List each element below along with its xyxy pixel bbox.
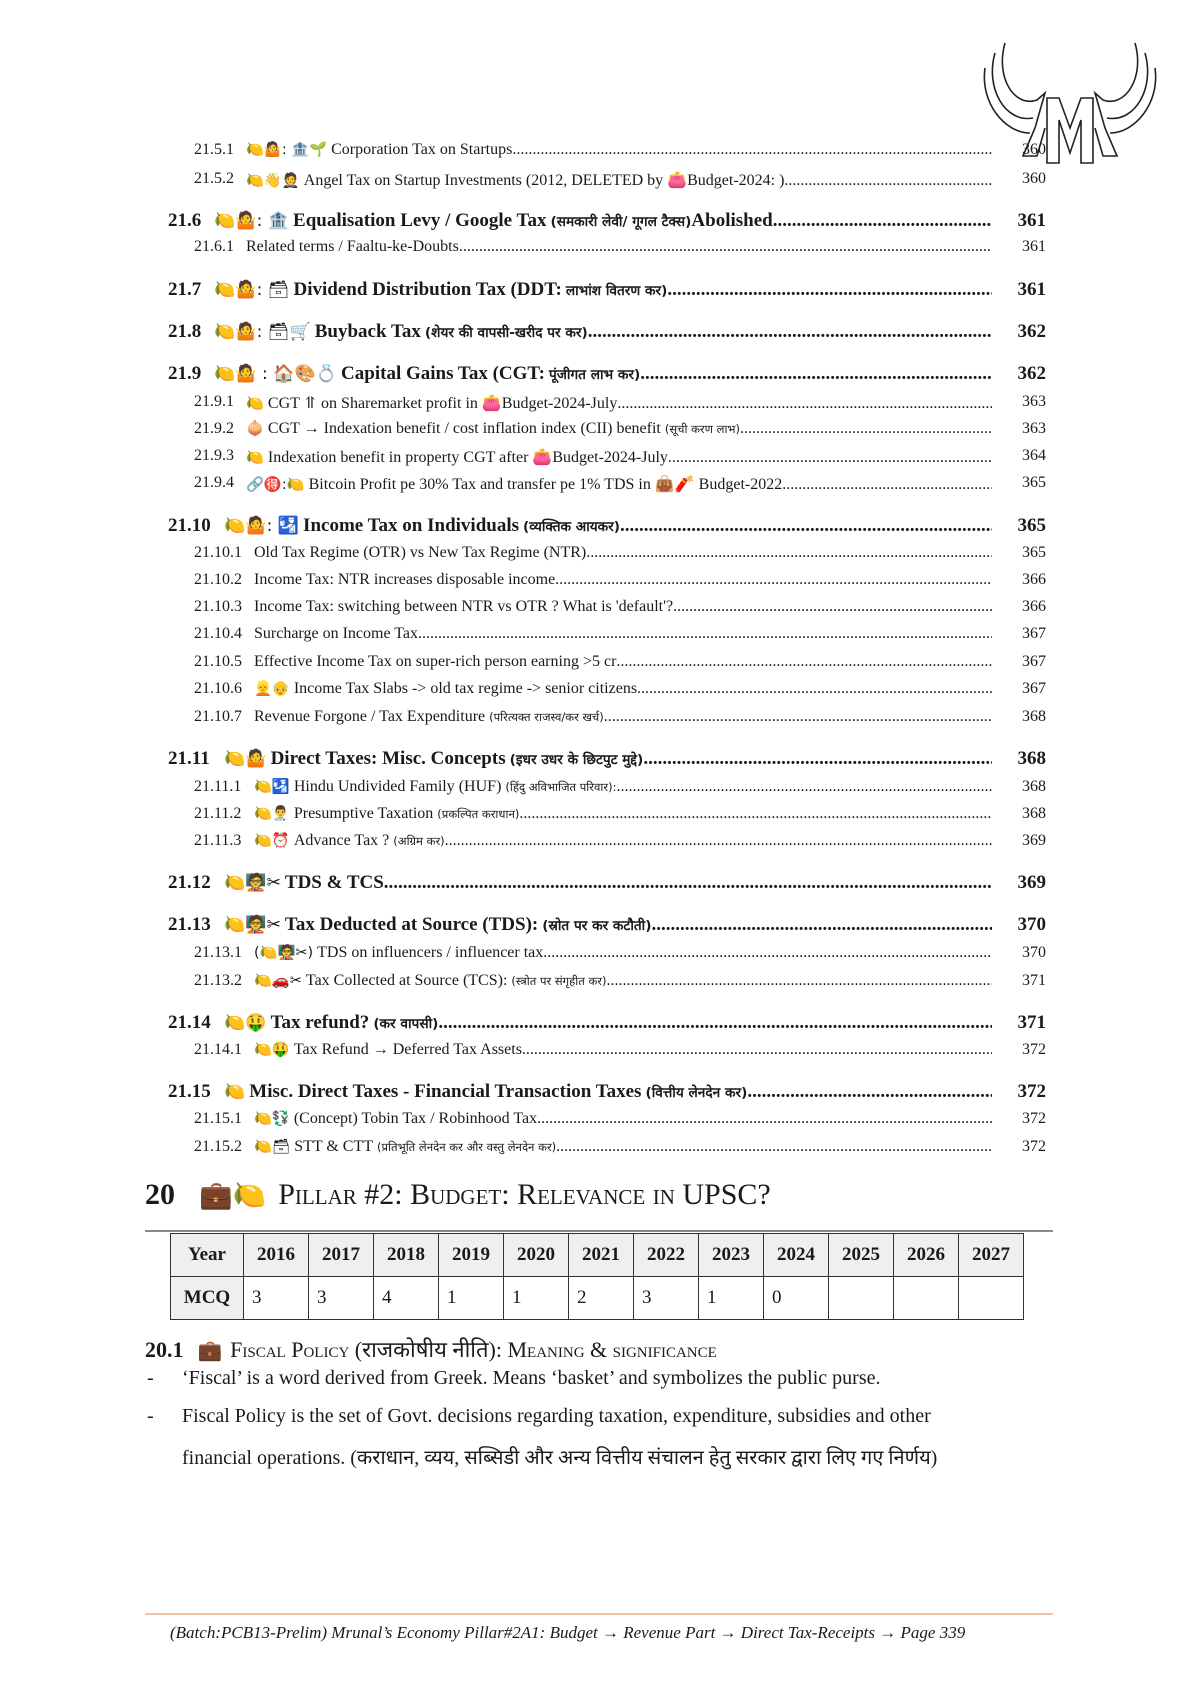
toc-entry-line <box>214 279 992 301</box>
toc-entry[interactable] <box>0 1081 1190 1107</box>
toc-entry-number: 21.10.5 <box>194 653 242 671</box>
table-header-year: 2021 <box>569 1234 634 1277</box>
table-cell-mcq-count: 3 <box>309 1277 374 1320</box>
toc-entry-number: 21.6.1 <box>194 237 234 255</box>
toc-entry-page: 369 <box>1017 871 1046 893</box>
toc-entry-page: 361 <box>1017 279 1046 301</box>
section-title: Fiscal Policy (राजकोषीय नीति): Meaning & significance <box>230 1337 717 1362</box>
toc-entry[interactable] <box>0 279 1190 305</box>
toc-entry-page: 372 <box>1022 1040 1046 1058</box>
toc-entry[interactable] <box>0 238 1190 264</box>
toc-entry-title: Income Tax: switching between NTR vs OTR ? What is 'default'? <box>254 598 674 616</box>
toc-entry-line <box>246 474 992 494</box>
toc-entry-line <box>246 420 992 438</box>
table-header-label: Year <box>171 1234 244 1277</box>
toc-entry-line <box>254 805 992 823</box>
mcq-table-header-row <box>171 1234 1024 1277</box>
toc-entry[interactable] <box>0 447 1190 473</box>
toc-leader-dots <box>640 363 992 385</box>
toc-entry-emoji-icons: 🍋⏰ <box>254 832 290 849</box>
toc-entry-line <box>254 972 992 990</box>
toc-leader-dots <box>643 748 992 770</box>
toc-entry-hindi: (प्रतिभूति लेनदेन कर और वस्तु लेनदेन कर) <box>377 1140 557 1155</box>
toc-leader-dots <box>651 914 992 936</box>
toc-entry-page: 368 <box>1022 707 1046 725</box>
toc-entry[interactable] <box>0 571 1190 597</box>
table-header-year: 2018 <box>374 1234 439 1277</box>
toc-entry-number: 21.9.2 <box>194 419 234 437</box>
toc-entry-number: 21.15 <box>168 1080 211 1102</box>
toc-entry-title: Tax Deducted at Source (TDS): <box>284 914 539 936</box>
toc-entry-emoji-icons: 🍋🤷: 🗃🛒 <box>214 322 311 343</box>
toc-entry-title: Advance Tax ? <box>293 831 390 849</box>
toc-entry-title: Income Tax: NTR increases disposable income <box>254 571 556 589</box>
toc-entry-number: 21.9.4 <box>194 473 234 491</box>
chapter-heading <box>145 1178 771 1212</box>
toc-entry-page: 366 <box>1022 571 1046 589</box>
toc-entry[interactable] <box>0 515 1190 541</box>
toc-entry-line <box>254 1110 992 1128</box>
toc-leader-dots <box>620 515 992 537</box>
table-header-year: 2023 <box>699 1234 764 1277</box>
table-header-year: 2027 <box>959 1234 1024 1277</box>
toc-leader-dots <box>512 141 992 159</box>
toc-entry-line <box>214 321 992 343</box>
footer-rule <box>145 1613 1053 1615</box>
toc-entry-page: 366 <box>1022 598 1046 616</box>
toc-entry-page: 368 <box>1017 747 1046 769</box>
toc-entry-emoji-icons: 🍋🧑‍🏫✂ <box>224 872 281 893</box>
chapter-title: Pillar #2: Budget: Relevance in UPSC? <box>278 1178 771 1211</box>
table-header-year: 2022 <box>634 1234 699 1277</box>
table-cell-mcq-count: 0 <box>764 1277 829 1320</box>
toc-entry-emoji-icons: 🍋🤑 <box>254 1041 290 1058</box>
toc-entry-title: Direct Taxes: Misc. Concepts <box>270 747 506 769</box>
toc-entry-line <box>246 238 992 256</box>
toc-leader-dots <box>667 279 992 301</box>
toc-entry[interactable] <box>0 872 1190 898</box>
toc-entry-page: 367 <box>1022 653 1046 671</box>
toc-entry-page: 370 <box>1017 914 1046 936</box>
toc-leader-dots <box>556 1138 992 1156</box>
toc-entry-line <box>224 1081 992 1103</box>
toc-entry-page: 372 <box>1022 1110 1046 1128</box>
toc-entry-title: Dividend Distribution Tax (DDT: <box>293 279 562 301</box>
toc-entry-hindi: (व्यक्तिक आयकर) <box>523 518 621 535</box>
toc-entry-line <box>224 748 992 770</box>
toc-entry-line <box>254 944 992 962</box>
toc-entry[interactable] <box>0 832 1190 858</box>
toc-entry-page: 361 <box>1017 209 1046 231</box>
table-cell-mcq-count: 1 <box>504 1277 569 1320</box>
table-header-year: 2026 <box>894 1234 959 1277</box>
toc-entry-line <box>254 598 992 616</box>
toc-entry-page: 360 <box>1022 140 1046 158</box>
toc-entry-emoji-icons: 🍋🤷 : 🏠🎨💍 <box>214 364 338 385</box>
toc-entry-line <box>254 1138 992 1156</box>
table-header-year: 2017 <box>309 1234 374 1277</box>
toc-entry-line <box>254 653 992 671</box>
toc-entry-title: (Concept) Tobin Tax / Robinhood Tax <box>293 1110 538 1128</box>
section-number: 20.1 <box>145 1337 184 1362</box>
toc-leader-dots <box>543 944 992 962</box>
heading-rule <box>145 1230 1053 1232</box>
toc-leader-dots <box>459 238 992 256</box>
toc-leader-dots <box>537 1110 992 1128</box>
toc-entry-emoji-icons: 🍋 <box>224 1081 246 1102</box>
toc-entry-hindi: (हिंदु अविभाजित परिवार): <box>505 779 617 794</box>
toc-entry-emoji-icons: 🔗🉐:🍋 <box>246 476 305 493</box>
table-cell-mcq-count: 1 <box>699 1277 764 1320</box>
toc-entry-hindi: (प्रकल्पित कराधान) <box>437 806 520 821</box>
toc-entry-title: Hindu Undivided Family (HUF) <box>293 777 502 795</box>
toc-entry-number: 21.11.3 <box>194 831 242 849</box>
toc-entry-line <box>254 571 992 589</box>
toc-entry[interactable] <box>0 653 1190 679</box>
toc-entry-title: TDS on influencers / influencer tax <box>317 944 544 962</box>
toc-leader-dots <box>384 872 992 894</box>
toc-entry-emoji-icons: 🍋🧑‍🏫✂ <box>224 915 281 936</box>
toc-entry-page: 363 <box>1022 419 1046 437</box>
toc-entry-title: Related terms / Faaltu-ke-Doubts <box>246 237 459 255</box>
toc-entry-hindi: (सूची करण लाभ) <box>664 421 741 436</box>
toc-entry[interactable] <box>0 1110 1190 1136</box>
toc-entry-title: Angel Tax on Startup Investments (2012, DELETED by 👛Budget-2024: ) <box>303 171 785 189</box>
toc-entry-line <box>246 393 992 413</box>
briefcase-icon: 💼 <box>197 1339 223 1362</box>
toc-entry-hindi: (कर वापसी) <box>373 1015 439 1032</box>
toc-entry[interactable] <box>0 598 1190 624</box>
table-header-year: 2019 <box>439 1234 504 1277</box>
toc-entry-line <box>254 708 992 726</box>
toc-entry-number: 21.11.2 <box>194 804 242 822</box>
toc-entry-number: 21.13 <box>168 914 211 936</box>
table-cell-mcq-count <box>829 1277 894 1320</box>
toc-entry-page: 364 <box>1022 446 1046 464</box>
toc-entry-number: 21.12 <box>168 871 211 893</box>
toc-entry-page: 367 <box>1022 625 1046 643</box>
toc-entry[interactable] <box>0 748 1190 774</box>
toc-entry[interactable] <box>0 972 1190 998</box>
toc-entry-number: 21.11.1 <box>194 777 242 795</box>
toc-leader-dots <box>418 625 992 643</box>
toc-entry-line <box>254 778 992 796</box>
toc-entry[interactable] <box>0 680 1190 706</box>
toc-entry-line <box>224 914 992 936</box>
table-row-label: MCQ <box>171 1277 244 1320</box>
toc-entry-hindi: (वित्तीय लेनदेन कर) <box>645 1084 748 1101</box>
toc-entry-hindi: (परित्यक्त राजस्व/कर खर्च) <box>489 709 604 724</box>
toc-entry-emoji-icons: 🍋 <box>246 395 264 412</box>
toc-entry-number: 21.10.6 <box>194 680 242 698</box>
toc-entry-hindi: पूंजीगत लाभ कर) <box>549 367 641 384</box>
toc-leader-dots <box>673 598 992 616</box>
toc-entry-page: 372 <box>1017 1080 1046 1102</box>
toc-entry-title: TDS & TCS <box>284 871 384 893</box>
toc-entry-number: 21.9 <box>168 363 202 385</box>
toc-entry-title: Buyback Tax <box>314 321 421 343</box>
toc-entry-title: Capital Gains Tax (CGT: <box>341 363 545 385</box>
toc-entry-emoji-icons: 🍋💱 <box>254 1111 290 1128</box>
toc-entry-title: Corporation Tax on Startups <box>331 140 513 158</box>
toc-entry[interactable] <box>0 625 1190 651</box>
toc-entry-number: 21.9.1 <box>194 392 234 410</box>
toc-entry[interactable] <box>0 170 1190 196</box>
toc-entry-page: 368 <box>1022 804 1046 822</box>
toc-entry[interactable] <box>0 210 1190 236</box>
toc-entry-hindi: (शेयर की वापसी-खरीद पर कर) <box>424 325 588 342</box>
page-footer: (Batch:PCB13-Prelim) Mrunal’s Economy Pillar#2A1: Budget → Revenue Part → Direct Tax-Receipts → Page 339 <box>170 1623 966 1642</box>
toc-leader-dots <box>522 1041 992 1059</box>
toc-entry-number: 21.13.1 <box>194 944 242 962</box>
toc-entry-title: Tax refund? <box>270 1011 370 1033</box>
toc-entry-title: Misc. Direct Taxes - Financial Transaction Taxes <box>249 1080 642 1102</box>
toc-entry-page: 362 <box>1017 363 1046 385</box>
toc-entry-emoji-icons: 🍋🤷: 🛂 <box>224 515 300 536</box>
toc-entry-emoji-icons: 🍋🤷: 🏦 <box>214 210 290 231</box>
toc-entry-emoji-icons: (🍋🧑‍🏫✂) <box>254 945 314 962</box>
toc-entry[interactable] <box>0 321 1190 347</box>
chapter-number: 20 <box>145 1178 175 1211</box>
toc-leader-dots <box>668 449 992 467</box>
toc-entry-line <box>214 210 992 232</box>
toc-entry-title: Revenue Forgone / Tax Expenditure <box>254 707 486 725</box>
toc-entry-page: 367 <box>1022 680 1046 698</box>
toc-entry-hindi: (इधर उधर के छिटपुट मुद्दे) <box>509 751 644 768</box>
toc-entry-number: 21.9.3 <box>194 446 234 464</box>
bullet-text: ‘Fiscal’ is a word derived from Greek. Means ‘basket’ and symbolizes the public purse. <box>182 1367 881 1389</box>
toc-entry-number: 21.11 <box>168 747 210 769</box>
toc-leader-dots <box>616 778 992 796</box>
table-header-year: 2020 <box>504 1234 569 1277</box>
toc-entry-page: 362 <box>1017 321 1046 343</box>
toc-entry[interactable] <box>0 420 1190 446</box>
toc-entry-emoji-icons: 🍋🤷: 🗃 <box>214 280 290 301</box>
toc-entry[interactable] <box>0 363 1190 389</box>
toc-entry-emoji-icons: 🍋🗃 <box>254 1139 291 1156</box>
toc-entry[interactable] <box>0 474 1190 500</box>
toc-entry-emoji-icons: 🍋🛂 <box>254 778 290 795</box>
toc-entry-title: CGT ⥣ on Sharemarket profit in 👛Budget-2024-July <box>267 394 618 412</box>
toc-leader-dots <box>604 708 992 726</box>
toc-entry-page: 365 <box>1017 514 1046 536</box>
toc-entry-line <box>224 872 992 894</box>
table-cell-mcq-count: 2 <box>569 1277 634 1320</box>
toc-entry-line <box>224 1012 992 1034</box>
toc-entry-title: Tax Refund → Deferred Tax Assets <box>293 1040 522 1058</box>
toc-entry-emoji-icons: 🍋🤷 <box>224 748 267 769</box>
toc-entry[interactable] <box>0 141 1190 167</box>
toc-entry-emoji-icons: 🍋👋🤵 <box>246 172 300 189</box>
toc-entry-hindi: (स्त्रोत पर संगृहीत कर) <box>511 973 607 988</box>
toc-entry[interactable] <box>0 1138 1190 1164</box>
toc-entry[interactable] <box>0 944 1190 970</box>
toc-leader-dots <box>784 172 992 190</box>
toc-leader-dots <box>617 395 992 413</box>
toc-entry[interactable] <box>0 1012 1190 1038</box>
toc-entry-page: 368 <box>1022 777 1046 795</box>
toc-entry-page: 360 <box>1022 169 1046 187</box>
toc-entry-title-suffix: Abolished <box>691 209 773 231</box>
toc-entry-page: 365 <box>1022 544 1046 562</box>
section-heading <box>145 1334 717 1364</box>
toc-entry-title: Old Tax Regime (OTR) vs New Tax Regime (NTR) <box>254 544 587 562</box>
toc-entry[interactable] <box>0 778 1190 804</box>
toc-entry-title: CGT → Indexation benefit / cost inflation index (CII) benefit <box>267 419 661 437</box>
toc-leader-dots <box>782 476 992 494</box>
toc-entry-number: 21.10.1 <box>194 544 242 562</box>
toc-entry-number: 21.14 <box>168 1011 211 1033</box>
toc-entry-line <box>254 625 992 643</box>
toc-entry[interactable] <box>0 393 1190 419</box>
toc-leader-dots <box>588 321 992 343</box>
toc-leader-dots <box>747 1081 992 1103</box>
toc-entry-line <box>254 1041 992 1059</box>
table-cell-mcq-count <box>894 1277 959 1320</box>
toc-entry-emoji-icons: 🍋🤑 <box>224 1012 267 1033</box>
toc-entry-page: 372 <box>1022 1138 1046 1156</box>
bullet-text: Fiscal Policy is the set of Govt. decisions regarding taxation, expenditure, subsidies and other <box>182 1405 931 1427</box>
toc-entry-hindi: (अग्रिम कर) <box>393 833 445 848</box>
table-cell-mcq-count: 3 <box>244 1277 309 1320</box>
toc-entry-number: 21.15.1 <box>194 1110 242 1128</box>
bullet-marker: - <box>147 1367 154 1389</box>
toc-entry-title: Income Tax on Individuals <box>303 514 519 536</box>
toc-entry-number: 21.10 <box>168 514 211 536</box>
toc-entry-hindi: लाभांश वितरण कर) <box>565 283 668 300</box>
toc-leader-dots <box>773 210 992 232</box>
toc-entry-emoji-icons: 🧅 <box>246 420 264 437</box>
bullet-text-continued: financial operations. (कराधान, व्यय, सब्सिडी और अन्य वित्तीय संचालन हेतु सरकार द्वारा लिए गए निर्णय) <box>182 1447 938 1469</box>
toc-entry-title: Effective Income Tax on super-rich person earning >5 cr <box>254 653 617 671</box>
toc-leader-dots <box>637 680 992 698</box>
toc-entry-emoji-icons: 🍋🤷: 🏦🌱 <box>246 141 328 158</box>
table-cell-mcq-count: 1 <box>439 1277 504 1320</box>
toc-entry-number: 21.10.4 <box>194 625 242 643</box>
toc-leader-dots <box>740 420 992 438</box>
table-cell-mcq-count <box>959 1277 1024 1320</box>
toc-entry-line <box>254 832 992 850</box>
toc-entry-hindi: (स्रोत पर कर कटौती) <box>542 918 652 935</box>
bullet-marker: - <box>147 1405 154 1427</box>
toc-entry-hindi: (समकारी लेवी/ गूगल टैक्स) <box>550 213 692 230</box>
toc-entry-number: 21.10.3 <box>194 598 242 616</box>
toc-entry-line <box>246 447 992 467</box>
toc-leader-dots <box>616 653 992 671</box>
toc-entry[interactable] <box>0 805 1190 831</box>
toc-entry[interactable] <box>0 914 1190 940</box>
toc-entry-line <box>246 141 992 159</box>
toc-entry-number: 21.13.2 <box>194 971 242 989</box>
toc-entry-line <box>224 515 992 537</box>
toc-entry-number: 21.8 <box>168 321 202 343</box>
toc-entry-page: 369 <box>1022 831 1046 849</box>
toc-entry-number: 21.6 <box>168 209 202 231</box>
toc-leader-dots <box>607 972 993 990</box>
toc-entry-page: 363 <box>1022 392 1046 410</box>
toc-entry-line <box>214 363 992 385</box>
toc-entry-number: 21.10.2 <box>194 571 242 589</box>
toc-entry[interactable] <box>0 544 1190 570</box>
toc-entry-page: 361 <box>1022 237 1046 255</box>
table-header-year: 2025 <box>829 1234 894 1277</box>
toc-entry-emoji-icons: 👱👴 <box>254 681 290 698</box>
toc-entry-title: Indexation benefit in property CGT after 👛Budget-2024-July <box>267 448 668 466</box>
toc-leader-dots <box>555 571 992 589</box>
toc-entry-title: Tax Collected at Source (TCS): <box>305 971 508 989</box>
toc-leader-dots <box>519 805 992 823</box>
mcq-table-data-row <box>171 1277 1024 1320</box>
toc-entry-page: 371 <box>1022 971 1046 989</box>
toc-entry-emoji-icons: 🍋 <box>246 449 264 466</box>
toc-entry-number: 21.5.1 <box>194 140 234 158</box>
toc-entry-title: STT & CTT <box>294 1138 374 1156</box>
toc-entry-title: Surcharge on Income Tax <box>254 625 419 643</box>
toc-entry-line <box>246 170 992 190</box>
toc-entry-line <box>254 680 992 698</box>
toc-entry-title: Income Tax Slabs -> old tax regime -> senior citizens <box>293 680 638 698</box>
mcq-table <box>170 1233 1024 1320</box>
briefcase-lemon-icon: 💼🍋 <box>199 1180 267 1211</box>
toc-entry[interactable] <box>0 1041 1190 1067</box>
toc-entry-emoji-icons: 🍋👨‍⚕️ <box>254 805 290 822</box>
toc-entry-title: Equalisation Levy / Google Tax <box>293 209 547 231</box>
toc-leader-dots <box>586 544 992 562</box>
table-cell-mcq-count: 4 <box>374 1277 439 1320</box>
toc-entry-title: Bitcoin Profit pe 30% Tax and transfer pe 1% TDS in 👜🧨 Budget-2022 <box>308 475 783 493</box>
toc-entry-number: 21.7 <box>168 279 202 301</box>
toc-leader-dots <box>438 1012 992 1034</box>
toc-entry-number: 21.10.7 <box>194 707 242 725</box>
toc-entry[interactable] <box>0 708 1190 734</box>
toc-entry-page: 370 <box>1022 944 1046 962</box>
toc-entry-page: 365 <box>1022 473 1046 491</box>
toc-entry-line <box>254 544 992 562</box>
table-header-year: 2016 <box>244 1234 309 1277</box>
table-header-year: 2024 <box>764 1234 829 1277</box>
toc-entry-number: 21.5.2 <box>194 169 234 187</box>
toc-entry-number: 21.15.2 <box>194 1138 242 1156</box>
toc-leader-dots <box>445 832 992 850</box>
toc-entry-title: Presumptive Taxation <box>293 804 434 822</box>
toc-entry-page: 371 <box>1017 1011 1046 1033</box>
toc-entry-emoji-icons: 🍋🚗✂ <box>254 972 302 989</box>
table-cell-mcq-count: 3 <box>634 1277 699 1320</box>
toc-entry-number: 21.14.1 <box>194 1040 242 1058</box>
